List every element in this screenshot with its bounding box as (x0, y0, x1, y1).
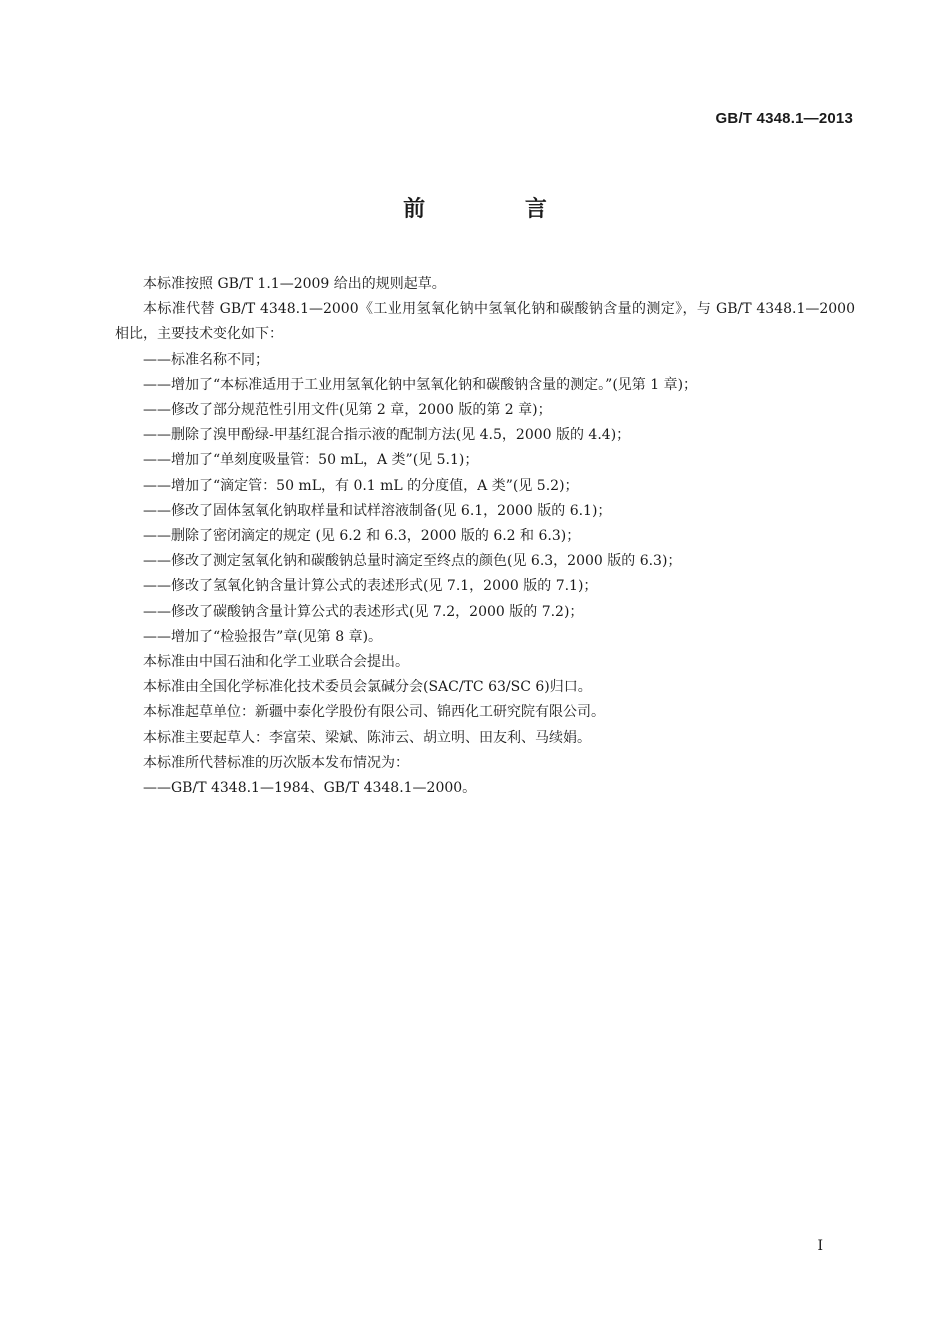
paragraph-drafters: 本标准主要起草人：李富荣、梁斌、陈沛云、胡立明、田友利、马续娟。 (143, 729, 591, 746)
change-item: ——增加了“滴定管：50 mL，有 0.1 mL 的分度值，A 类”(见 5.2)； (143, 477, 579, 494)
paragraph-under-jurisdiction: 本标准由全国化学标准化技术委员会氯碱分会(SAC/TC 63/SC 6)归口。 (143, 679, 592, 696)
paragraph-proposed-by: 本标准由中国石油和化学工业联合会提出。 (143, 654, 409, 671)
page-folio: I (817, 1238, 823, 1254)
change-item: ——修改了测定氢氧化钠和碳酸钠总量时滴定至终点的颜色(见 6.3，2000 版的 6.3)； (143, 553, 682, 570)
history-item: ——GB/T 4348.1—1984、GB/T 4348.1—2000。 (143, 780, 477, 797)
change-item: ——修改了固体氢氧化钠取样量和试样溶液制备(见 6.1，2000 版的 6.1)； (143, 502, 612, 519)
change-item: ——修改了碳酸钠含量计算公式的表述形式(见 7.2，2000 版的 7.2)； (143, 603, 584, 620)
change-item: ——删除了溴甲酚绿-甲基红混合指示液的配制方法(见 4.5，2000 版的 4.4)； (143, 427, 631, 444)
change-item: ——增加了“检验报告”章(见第 8 章)。 (143, 628, 383, 645)
standard-number: GB/T 4348.1—2013 (715, 110, 853, 127)
change-item: ——修改了氢氧化钠含量计算公式的表述形式(见 7.1，2000 版的 7.1)； (143, 578, 598, 595)
change-item: ——增加了“本标准适用于工业用氢氧化钠中氢氧化钠和碳酸钠含量的测定。”(见第 1 章)； (143, 376, 698, 393)
change-item: ——修改了部分规范性引用文件(见第 2 章，2000 版的第 2 章)； (143, 402, 552, 419)
change-item: ——删除了密闭滴定的规定 (见 6.2 和 6.3，2000 版的 6.2 和 6.3)； (143, 528, 581, 545)
paragraph-history-intro: 本标准所代替标准的历次版本发布情况为： (143, 754, 409, 771)
paragraph-replaces: 本标准代替 GB/T 4348.1—2000《工业用氢氧化钠中氢氧化钠和碳酸钠含量的测定》，与 GB/T 4348.1—2000 相比，主要技术变化如下： (115, 301, 855, 343)
paragraph-drafting-units: 本标准起草单位：新疆中泰化学股份有限公司、锦西化工研究院有限公司。 (143, 704, 605, 721)
paragraph-drafting-rules: 本标准按照 GB/T 1.1—2009 给出的规则起草。 (143, 276, 446, 292)
foreword-body (115, 272, 855, 801)
page-title: 前 言 (403, 197, 593, 222)
change-item: ——增加了“单刻度吸量管：50 mL，A 类”(见 5.1)； (143, 452, 479, 469)
change-item: ——标准名称不同； (143, 351, 269, 368)
